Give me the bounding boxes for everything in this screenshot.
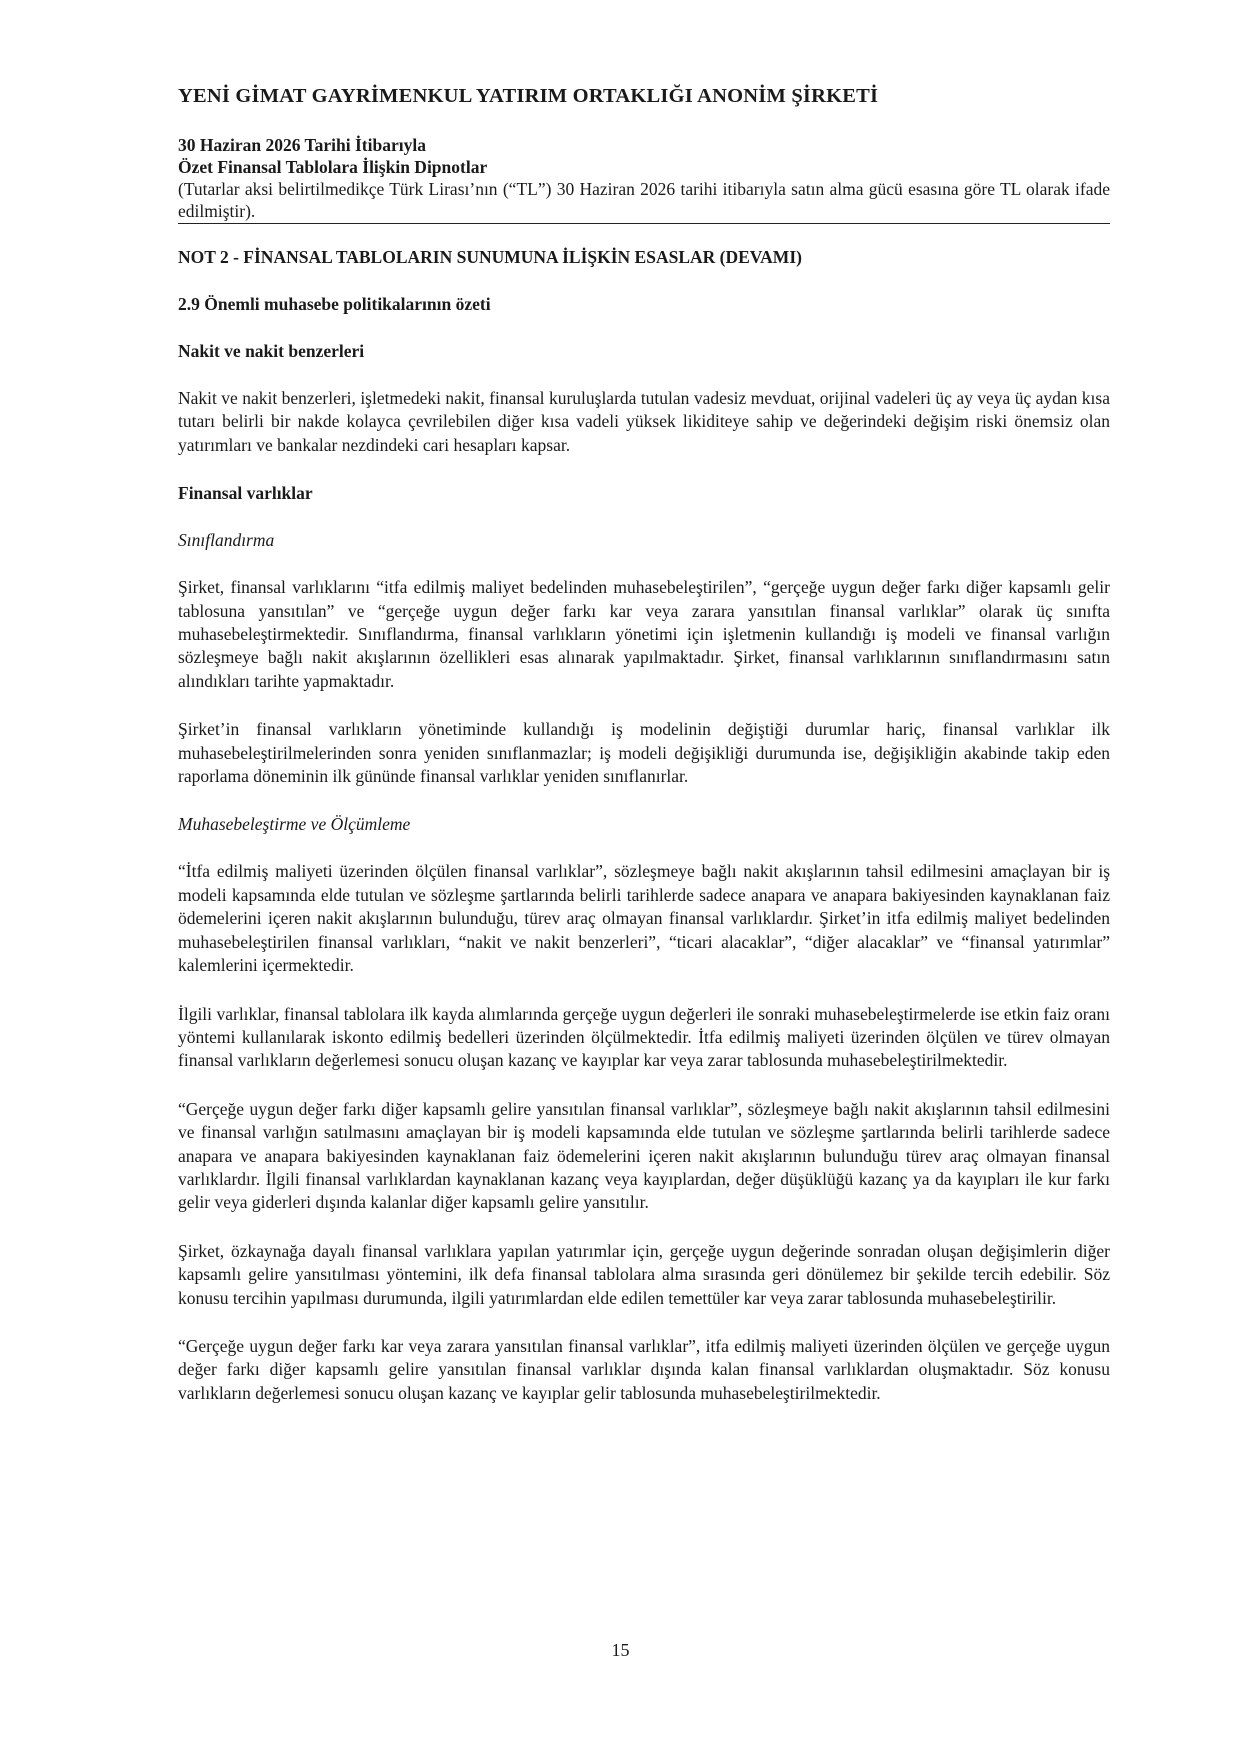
classification-paragraph-1: Şirket, finansal varlıklarını “itfa edilmiş maliyet bedelinden muhasebeleştirilen”, “gerçeğe uygun değer farkı diğer kapsamlı gelir tablosuna yansıtılan” ve “gerçeğe uygun değer farkı kar veya zarara yansıtılan finansal varlıklar” olarak üç sınıfta muhasebeleştirmektedir. Sınıflandırma, finansal varlıkların yönetimi için işletmenin kullandığı iş modeli ve finansal varlığın sözleşmeye bağlı nakit akışlarının özellikleri esas alınarak yapılmaktadır. Şirket, finansal varlıklarının sınıflandırmasını satın alındıkları tarihte yapmaktadır. xyxy=(178,577,1110,691)
page-number: 15 xyxy=(611,1640,630,1660)
classification-paragraph-2: Şirket’in finansal varlıkların yönetiminde kullandığı iş modelinin değiştiği durumlar hariç, finansal varlıklar ilk muhasebeleştirilmelerinden sonra yeniden sınıflanmazlar; iş modeli değişikliği durumunda ise, değişikliğin akabinde takip eden raporlama döneminin ilk gününde finansal varlıklar yeniden sınıflanırlar. xyxy=(178,719,1110,787)
measurement-paragraph-2: İlgili varlıklar, finansal tablolara ilk kayda alımlarında gerçeğe uygun değerleri ile sonraki muhasebeleştirmelerde ise etkin faiz oranı yöntemi kullanılarak iskonto edilmiş bedelleri üzerinden ölçülmektedir. İtfa edilmiş maliyeti üzerinden ölçülen ve türev olmayan finansal varlıkların değerlemesi sonucu oluşan kazanç ve kayıplar kar veya zarar tablosunda muhasebeleştirilmektedir. xyxy=(178,1003,1110,1071)
report-date: 30 Haziran 2026 Tarihi İtibarıyla xyxy=(178,135,426,155)
measurement-heading: Muhasebeleştirme ve Ölçümleme xyxy=(178,814,411,835)
measurement-paragraph-5: “Gerçeğe uygun değer farkı kar veya zarara yansıtılan finansal varlıklar”, itfa edilmiş maliyeti üzerinden ölçülen ve gerçeğe uygun değer farkı diğer kapsamlı gelire yansıtılan finansal varlıklar dışında kalan finansal varlıklardan oluşmaktadır. Söz konusu varlıkların değerlemesi sonucu oluşan kazanç ve kayıplar gelir tablosunda muhasebeleştirilmektedir. xyxy=(178,1335,1110,1403)
note-title: NOT 2 - FİNANSAL TABLOLARIN SUNUMUNA İLİŞKİN ESASLAR (DEVAMI) xyxy=(178,247,802,267)
financial-assets-heading: Finansal varlıklar xyxy=(178,483,313,504)
cash-paragraph: Nakit ve nakit benzerleri, işletmedeki nakit, finansal kuruluşlarda tutulan vadesiz mevduat, orijinal vadeleri üç ay veya üç aydan kısa tutarı belirli bir nakde kolayca çevrilebilen diğer kısa vadeli yüksek likiditeye sahip ve değerindeki değişim riski önemsiz olan yatırımları ve bankalar nezdindeki cari hesapları kapsar. xyxy=(178,388,1110,455)
currency-note: (Tutarlar aksi belirtilmedikçe Türk Lirası’nın (“TL”) 30 Haziran 2026 tarihi itibarıyla satın alma gücü esasına göre TL olarak ifade edilmiştir). xyxy=(178,179,1110,221)
cash-heading: Nakit ve nakit benzerleri xyxy=(178,341,365,361)
measurement-paragraph-1: “İtfa edilmiş maliyeti üzerinden ölçülen finansal varlıklar”, sözleşmeye bağlı nakit akışlarının tahsil edilmesini amaçlayan bir iş modeli kapsamında elde tutulan ve sözleşme şartlarında belirli tarihlerde sadece anapara ve anapara bakiyesinden kaynaklanan faiz ödemelerini içeren nakit akışlarının bulunduğu, türev araç olmayan finansal varlıklardır. Şirket’in itfa edilmiş maliyet bedelinden muhasebeleştirilen finansal varlıkları, “nakit ve nakit benzerleri”, “ticari alacaklar”, “diğer alacaklar” ve “finansal yatırımlar” kalemlerini içermektedir. xyxy=(178,861,1110,976)
company-name: YENİ GİMAT GAYRİMENKUL YATIRIM ORTAKLIĞI ANONİM ŞİRKETİ xyxy=(178,85,879,107)
document-page xyxy=(178,84,1110,1405)
section-title: 2.9 Önemli muhasebe politikalarının özeti xyxy=(178,294,491,314)
measurement-paragraph-3: “Gerçeğe uygun değer farkı diğer kapsamlı gelire yansıtılan finansal varlıklar”, sözleşmeye bağlı nakit akışlarının tahsil edilmesini ve finansal varlığın satılmasını amaçlayan bir iş modeli kapsamında elde tutulan ve sözleşme şartlarında belirli tarihlerde sadece anapara ve anapara bakiyesinden kaynaklanan faiz ödemelerini içeren nakit akışlarının bulunduğu türev araç olmayan finansal varlıklardır. İlgili finansal varlıklardan kaynaklanan kazanç veya kayıplardan, değer düşüklüğü kazanç ya da kayıpları ile kur farkı gelir veya giderleri dışında kalanlar diğer kapsamlı gelire yansıtılır. xyxy=(178,1098,1110,1213)
report-title: Özet Finansal Tablolara İlişkin Dipnotlar xyxy=(178,157,488,177)
header-divider xyxy=(178,223,1110,224)
classification-heading: Sınıflandırma xyxy=(178,530,275,551)
measurement-paragraph-4: Şirket, özkaynağa dayalı finansal varlıklara yapılan yatırımlar için, gerçeğe uygun değerinde sonradan oluşan değişimlerin diğer kapsamlı gelire yansıtılması yöntemini, ilk defa finansal tablolara alma sırasında geri dönülemez bir şekilde tercih edebilir. Söz konusu tercihin yapılması durumunda, ilgili yatırımlardan elde edilen temettüler kar veya zarar tablosunda muhasebeleştirilir. xyxy=(178,1240,1110,1308)
